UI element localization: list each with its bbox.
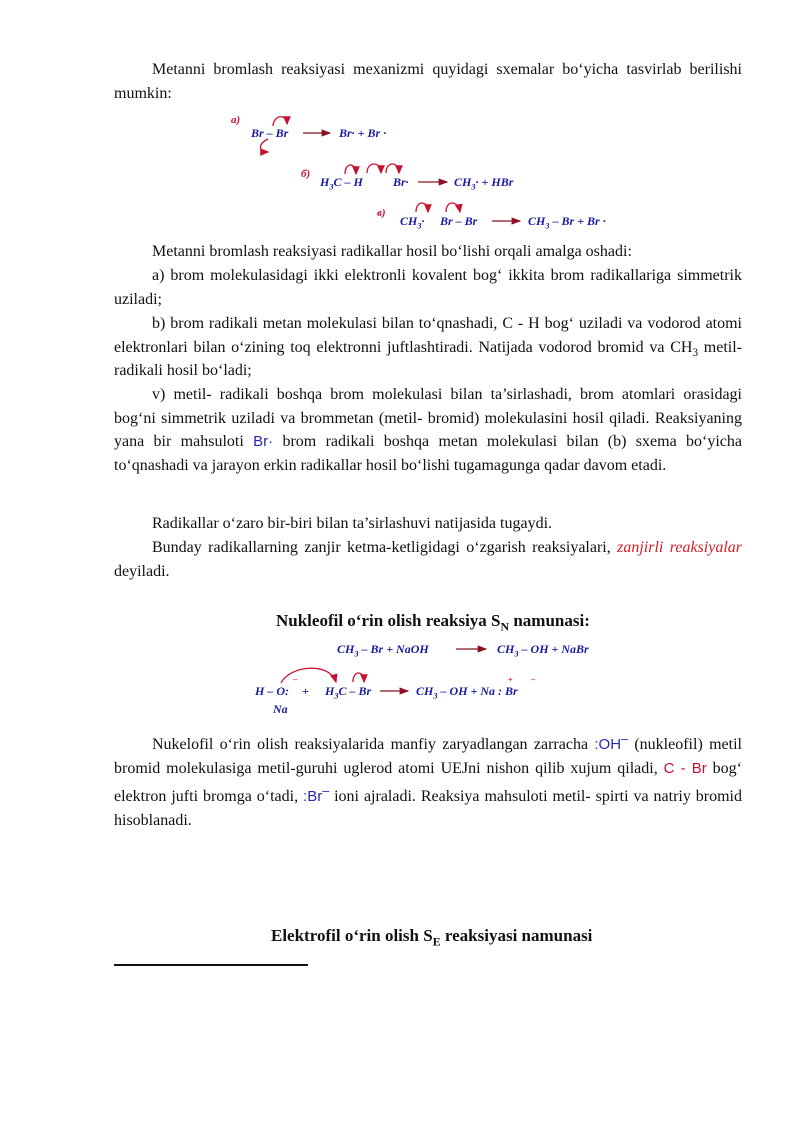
scheme-a-label: a) (231, 114, 241, 126)
sn-line2-products: $CH_3$ – OH + Na : Br (416, 684, 518, 701)
para-chain: Bunday radikallarning zanjir ketma-ketligidagi o‘zgarish reaksiyalari, zanjirli reaksiyalar deyiladi. (114, 539, 743, 580)
curly-arrow-b2-icon (367, 164, 381, 173)
scheme-b-reactant-methane: $H_3C$ – H (320, 175, 363, 192)
charge-minus-o-icon: – (293, 675, 298, 684)
br-radical-inline: Br· (253, 433, 274, 451)
curly-arrow-v2-icon (446, 203, 460, 212)
curly-arrow-sn2-icon (353, 673, 364, 682)
bond-dash-inline: - (674, 759, 692, 777)
sn-line1-products: $CH_3$ – OH + NaBr (497, 642, 589, 659)
sn-plus: + (302, 684, 309, 698)
footnote-rule (114, 964, 308, 966)
br-ion-inline: :Br– (303, 784, 330, 806)
curly-arrow-b1-icon (345, 165, 356, 174)
sn-sodium: Na (273, 702, 288, 716)
term-chain-reactions: zanjirli reaksiyalar (617, 539, 743, 556)
scheme-v-reactant-br2: Br – Br (440, 214, 478, 228)
br-bond-inline: Br (691, 759, 707, 777)
oh-ion-inline: :OH– (594, 732, 629, 753)
charge-minus-br-icon: – (531, 675, 536, 684)
scheme-b-reactant-br: Br· (393, 175, 409, 189)
scheme-b-product: $CH_3\cdot$ + HBr (454, 175, 514, 192)
para-nucleophilic: Nukelofil o‘rin olish reaksiyalarida manfiy zaryadlangan zarracha :OH– (nukleofil) metil bromid molekulasiga metil-guruhi uglerod atomi UEJni nishon qilib xujum qiladi, C - Br bog‘ elektron jufti bromga o‘tadi, :Br– ioni ajraladi. Reaksiya mahsuloti metil- spirti va natriy bromid hisoblanadi. (114, 732, 743, 829)
scheme-a-reactant: Br – Br (251, 126, 289, 140)
para-radicals: Metanni bromlash reaksiyasi radikallar hosil bo‘lishi orqali amalga oshadi: (152, 243, 632, 260)
charge-plus-na-icon: + (508, 675, 513, 684)
curly-arrow-a1-icon (273, 117, 287, 126)
heading-se: Elektrofil o‘rin olish $S_E$ reaksiyasi namunasi (271, 926, 593, 949)
scheme-v-reactant-methyl: $CH_3\cdot$ (400, 214, 425, 231)
carbon-inline: C (663, 759, 675, 777)
sn-substrate: $H_3C$ – Br (325, 684, 372, 701)
para-step-b: b) brom radikali metan molekulasi bilan to‘qnashadi, C - H bog‘ uziladi va vodorod atomi elektronlari bilan o‘zining toq elektronni juftlashtiradi. Natijada vodorod bromid va $CH_3$ metil- radikali hosil bo‘ladi; (114, 315, 742, 380)
scheme-v-label: в) (377, 207, 386, 219)
para-termination: Radikallar o‘zaro bir-biri bilan ta’sirlashuvi natijasida tugaydi. (152, 515, 553, 532)
heading-sn: Nukleofil o‘rin olish reaksiya $S_N$ namunasi: (276, 611, 590, 634)
sn-nucleophile: H – O: (255, 684, 289, 698)
para-step-v: v) metil- radikali boshqa brom molekulasi bilan ta’sirlashadi, brom atomlari orasidagi bog‘ni simmetrik uziladi va brommetan (metil- bromid) molekulasini hosil qiladi. Reaksiyaning yana bir mahsuloti Br· brom radikali boshqa metan molekulasi bilan (b) sxema bo‘yicha to‘qnashadi va jarayon erkin radikallar hosil bo‘lishi tugamagunga qadar davom etadi. (114, 386, 742, 474)
scheme-b-label: б) (301, 168, 311, 180)
sn-line1-reactants: $CH_3$ – Br + NaOH (337, 642, 429, 659)
intro-paragraph: Metanni bromlash reaksiyasi mexanizmi quyidagi sxemalar bo‘yicha tasvirlab berilishi mumkin: (114, 61, 742, 102)
scheme-v-product: $CH_3 - Br + Br$ · (528, 214, 606, 231)
curly-arrow-v1-icon (416, 203, 428, 212)
curly-arrow-b3-icon (386, 164, 399, 173)
scheme-a-product: Br· + Br · (339, 126, 387, 140)
curly-arrow-sn1-icon (281, 668, 336, 683)
para-step-a: a) brom molekulasidagi ikki elektronli kovalent bog‘ ikkita brom radikallariga simmetrik uziladi; (114, 267, 742, 308)
